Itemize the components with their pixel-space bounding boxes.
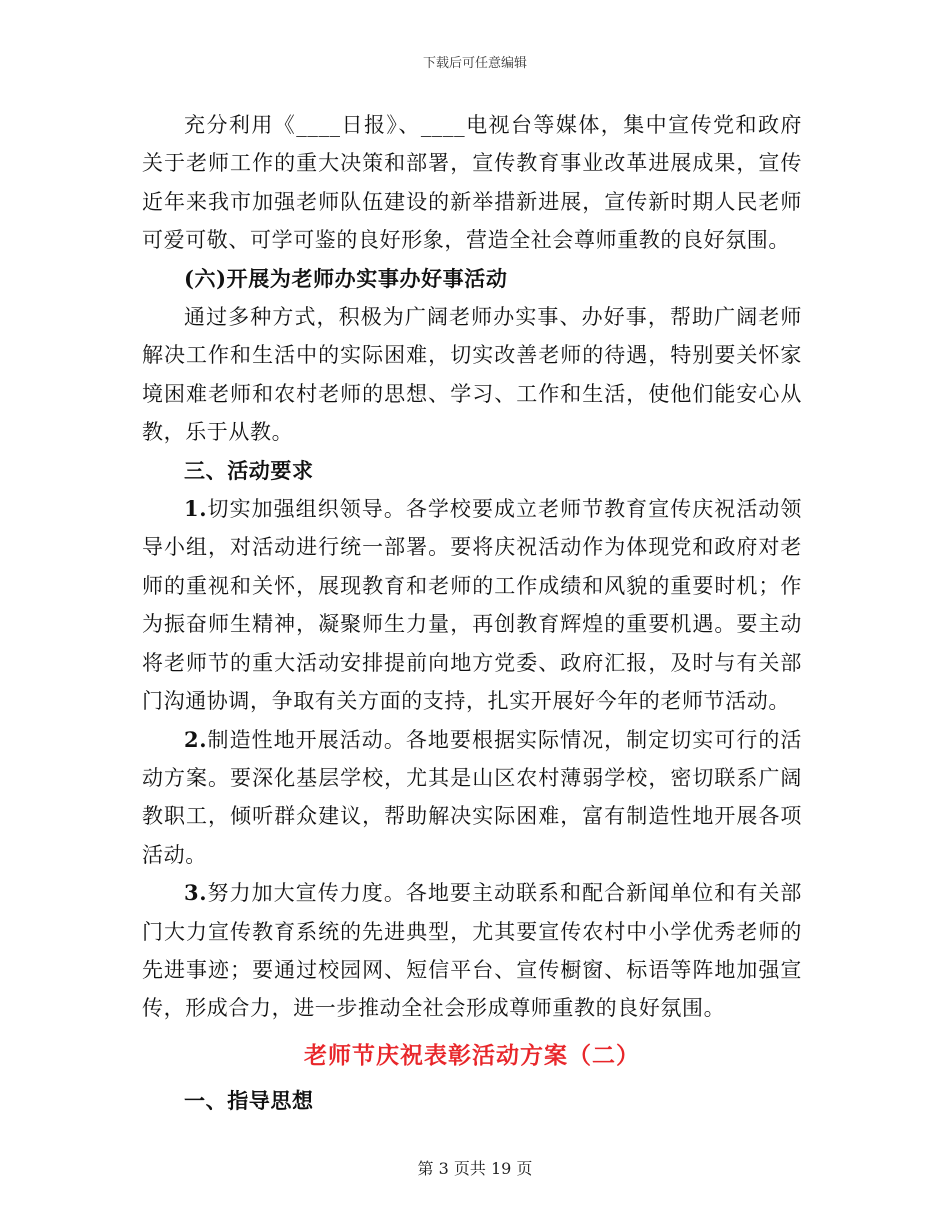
paragraph-media-publicity: 充分利用《____日报》、____电视台等媒体，集中宣传党和政府关于老师工作的重大决策和部署，宣传教育事业改革进展成果，宣传近年来我市加强老师队伍建设的新举措新进展，宣传新时期人民老师可爱可敬、可学可鉴的良好形象，营造全社会尊师重教的良好氛围。 [142, 113, 802, 253]
item-number: 2. [184, 726, 208, 752]
page-header: 下载后可任意编辑 [422, 56, 527, 71]
item-number: 1. [184, 496, 208, 522]
section-heading-guiding-thought: 一、指导思想 [184, 1087, 314, 1113]
item-text: 制造性地开展活动。各地要根据实际情况，制定切实可行的活动方案。要深化基层学校，尤其是山区农村薄弱学校，密切联系广阔教职工，倾听群众建议，帮助解决实际困难，富有制造性地开展各项活动。 [142, 727, 802, 867]
page-footer: 第 3 页共 19 页 [417, 1159, 533, 1178]
item-text: 努力加大宣传力度。各地要主动联系和配合新闻单位和有关部门大力宣传教育系统的先进典型，尤其要宣传农村中小学优秀老师的先进事迹；要通过校园网、短信平台、宣传橱窗、标语等阵地加强宣传，形成合力，进一步推动全社会形成尊师重教的良好氛围。 [142, 881, 802, 1021]
item-text: 切实加强组织领导。各学校要成立老师节教育宣传庆祝活动领导小组，对活动进行统一部署。要将庆祝活动作为体现党和政府对老师的重视和关怀，展现教育和老师的工作成绩和风貌的重要时机；作为振奋师生精神，凝聚师生力量，再创教育辉煌的重要机遇。要主动将老师节的重大活动安排提前向地方党委、政府汇报，及时与有关部门沟通协调，争取有关方面的支持，扎实开展好今年的老师节活动。 [142, 497, 802, 714]
section-heading-requirements: 三、活动要求 [184, 457, 314, 483]
requirement-item-2 [142, 721, 802, 875]
requirement-item-1 [142, 490, 802, 720]
document-body [142, 106, 802, 1120]
paragraph-practical-help: 通过多种方式，积极为广阔老师办实事、办好事，帮助广阔老师解决工作和生活中的实际困难，切实改善老师的待遇，特别要关怀家境困难老师和农村老师的思想、学习、工作和生活，使他们能安心从教，乐于从教。 [142, 305, 802, 445]
section-heading-six: (六)开展为老师办实事办好事活动 [184, 265, 508, 291]
document-subtitle: 老师节庆祝表彰活动方案（二） [304, 1041, 640, 1069]
item-number: 3. [184, 880, 208, 906]
requirement-item-3 [142, 874, 802, 1028]
